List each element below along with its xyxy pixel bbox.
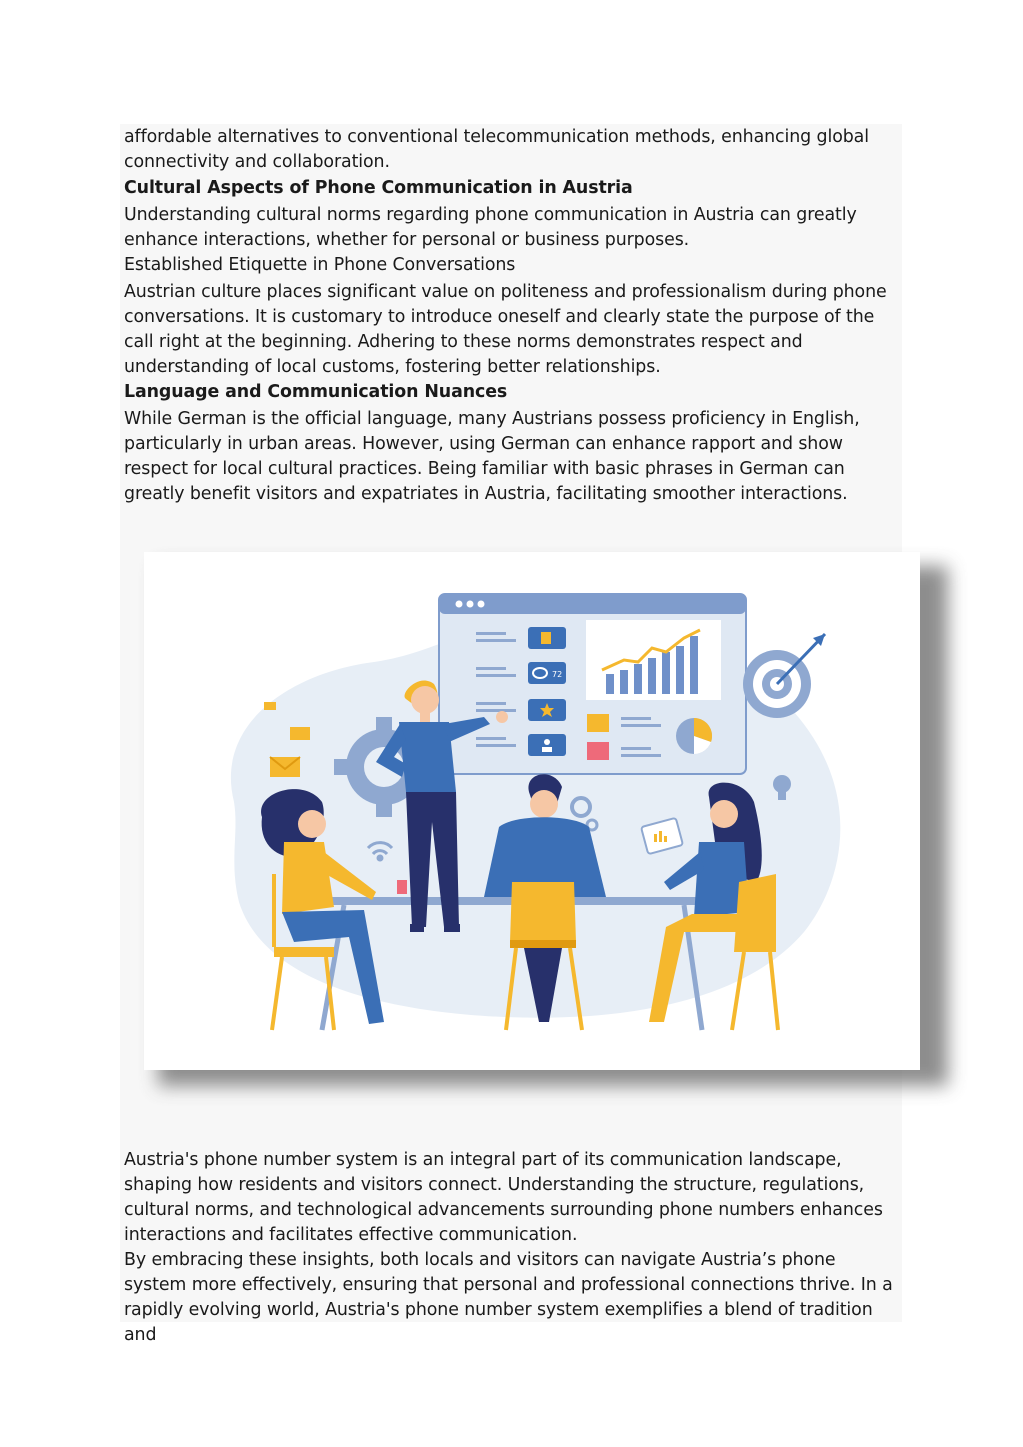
illustration-svg xyxy=(144,552,920,1070)
envelope-small-icon xyxy=(290,727,310,740)
dashboard-window xyxy=(439,594,746,774)
bottom-text-section xyxy=(124,1148,899,1348)
top-text-section xyxy=(124,125,899,507)
paragraph-system-summary: Austria's phone number system is an integral part of its communication landscape, shaping how residents and visitors connect. Understanding the structure, regulations, cultural norms, and technological advancements surrounding phone numbers enhances interactions and facilitates effective communication. xyxy=(124,1150,883,1245)
paragraph-intro: affordable alternatives to conventional telecommunication methods, enhancing global connectivity and collaboration. xyxy=(124,127,869,172)
paragraph-cultural-norms: Understanding cultural norms regarding phone communication in Austria can greatly enhance interactions, whether for personal or business purposes. xyxy=(124,205,857,250)
team-meeting-illustration xyxy=(144,552,920,1070)
paragraph-language: While German is the official language, many Austrians possess proficiency in English, particularly in urban areas. However, using German can enhance rapport and show respect for local cultural practices. Being familiar with basic phrases in German can greatly benefit visitors and expatriates in Austria, facilitating smoother interactions. xyxy=(124,409,860,504)
paragraph-closing: By embracing these insights, both locals and visitors can navigate Austria’s phone system more effectively, ensuring that personal and professional connections thrive. In a rapidly evolving world, Austria's phone number system exemplifies a blend of tradition and xyxy=(124,1250,893,1345)
pie-chart-icon xyxy=(676,718,712,754)
heading-cultural-aspects: Cultural Aspects of Phone Communication in Austria xyxy=(124,178,633,198)
paragraph-etiquette: Austrian culture places significant value on politeness and professionalism during phone conversations. It is customary to introduce oneself and clearly state the purpose of the call right at the beginning. Adhering to these norms demonstrates respect and understanding of local customs, fostering better relationships. xyxy=(124,282,887,377)
target-icon xyxy=(743,634,825,718)
view-count-label: 72 xyxy=(552,670,563,679)
heading-language-nuances: Language and Communication Nuances xyxy=(124,382,508,402)
subheading-etiquette: Established Etiquette in Phone Conversations xyxy=(124,255,516,275)
